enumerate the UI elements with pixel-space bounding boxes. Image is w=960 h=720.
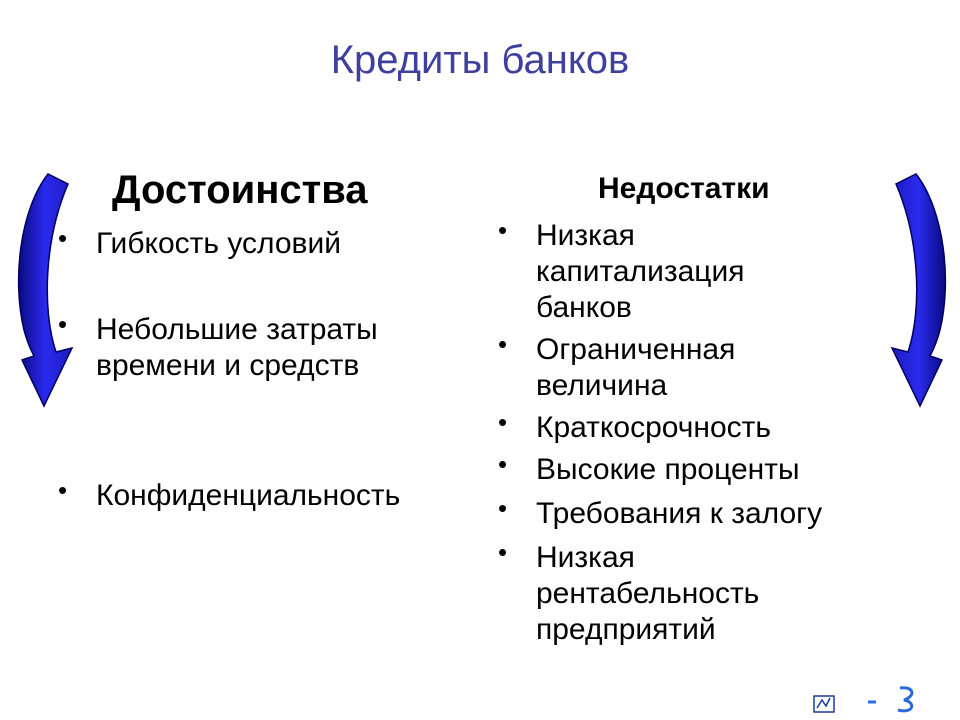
- advantage-item: [58, 309, 456, 384]
- bullet-icon: •: [498, 493, 508, 523]
- bullet-icon: •: [58, 475, 68, 505]
- disadvantage-item-label: Краткосрочность: [536, 411, 772, 444]
- advantage-item-label: Гибкость условий: [96, 227, 341, 260]
- disadvantage-item: [498, 537, 836, 648]
- logo-icon: [810, 680, 920, 716]
- curved-arrow-right-icon: [884, 170, 954, 410]
- bullet-icon: •: [58, 309, 68, 339]
- disadvantage-item: [498, 407, 866, 446]
- advantage-item: [58, 475, 476, 514]
- bullet-icon: •: [498, 449, 508, 479]
- disadvantage-item: [498, 449, 866, 488]
- disadvantage-item-label: Высокие проценты: [536, 453, 800, 486]
- disadvantage-item: [498, 493, 916, 532]
- disadvantage-item-label: Низкая рентабельность предприятий: [536, 541, 760, 646]
- disadvantage-item: [498, 215, 826, 326]
- advantage-item-label: Небольшие затраты времени и средств: [96, 313, 378, 382]
- curved-arrow-left-icon: [10, 170, 80, 410]
- disadvantages-heading: Недостатки: [598, 172, 770, 205]
- disadvantage-item-label: Низкая капитализация банков: [536, 219, 745, 324]
- bullet-icon: •: [58, 223, 68, 253]
- disadvantage-item-label: Ограниченная величина: [536, 333, 736, 402]
- advantage-item-label: Конфиденциальность: [96, 479, 401, 512]
- advantages-heading: Достоинства: [112, 168, 368, 212]
- bullet-icon: •: [498, 215, 508, 245]
- slide-title: Кредиты банков: [330, 38, 630, 82]
- advantage-item: [58, 223, 436, 262]
- bullet-icon: •: [498, 537, 508, 567]
- bullet-icon: •: [498, 329, 508, 359]
- disadvantage-item-label: Требования к залогу: [536, 497, 823, 530]
- bullet-icon: •: [498, 407, 508, 437]
- disadvantage-item: [498, 329, 826, 404]
